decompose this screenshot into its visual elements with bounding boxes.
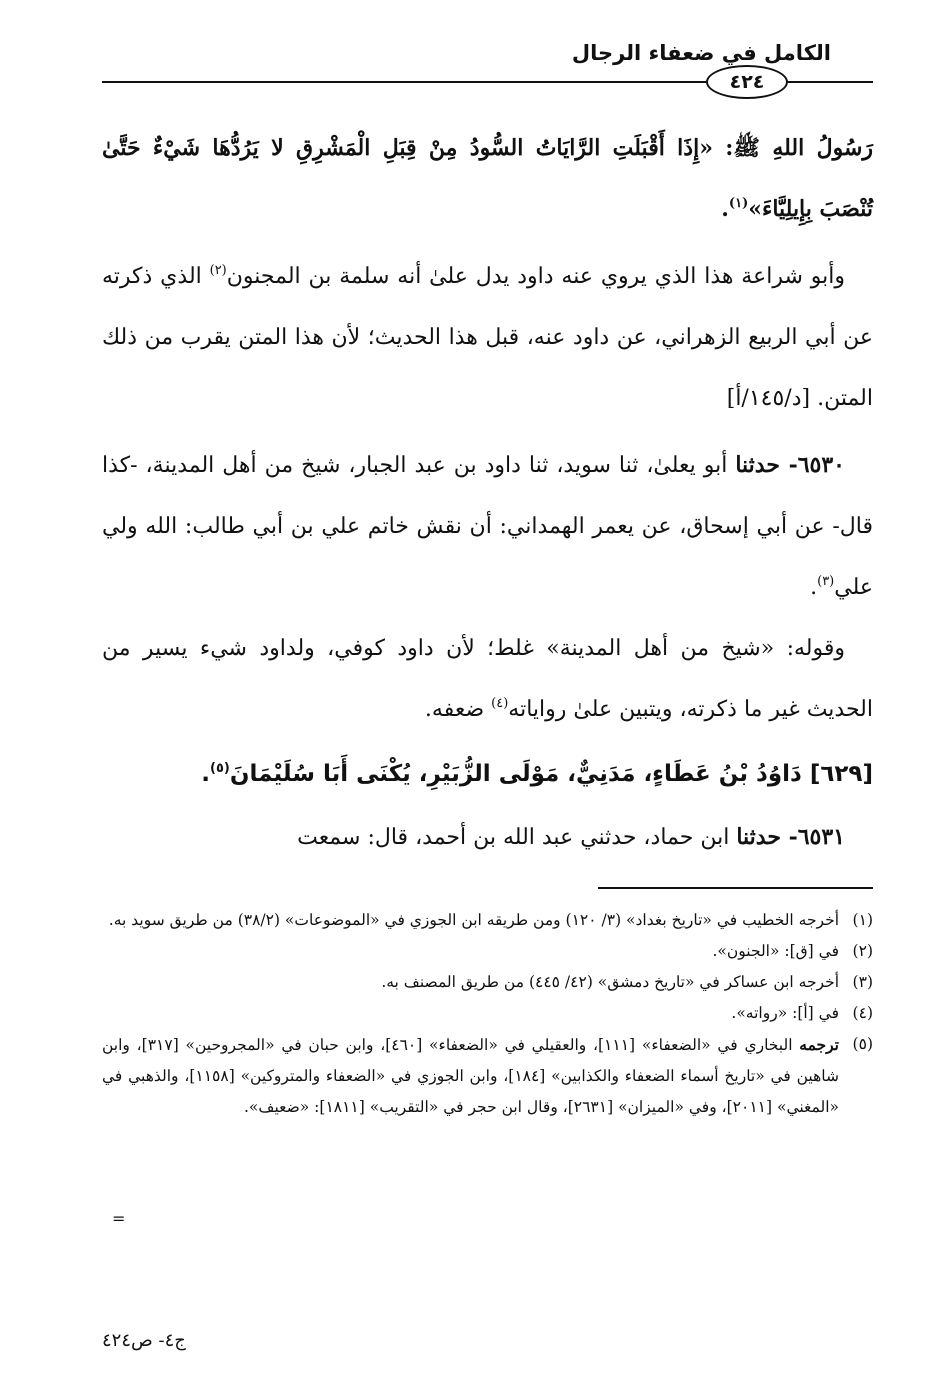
footnote-text: البخاري في «الضعفاء» [١١١]، والعقيلي في «الضعفاء» [٤٦٠]، وابن حبان في «المجروحين» [٣١٧]، وابن شاهين في «تاريخ أسماء الضعفاء والكذابين» [١٨٤]، وابن الجوزي في «الضعفاء والمتروكين» [١١٥٨]، والذهبي في «المغني» [٢٠١١]، وفي «الميزان» [٢٦٣١]، وقال ابن حجر في «التقريب» [١٨١١]: «ضعيف». [102, 1036, 839, 1116]
page-number: ٤٢٤ [706, 65, 788, 99]
hadith-quote: رَسُولُ اللهِ ﷺ: «إِذَا أَقْبَلَتِ الرَّايَاتُ السُّودُ مِنْ قِبَلِ الْمَشْرِقِ لا يَرُدُّهَا شَيْءٌ حَتَّىٰ تُنْصَبَ بِإِيلِيَّاءَ» [102, 135, 873, 222]
footnote-text: أخرجه ابن عساكر في «تاريخ دمشق» (٤٢/ ٤٤٥) من طريق المصنف به. [381, 973, 839, 991]
footnote-1 [102, 905, 873, 936]
footnote-marker: (٥) [852, 1035, 873, 1053]
hadith-6530-text: أبو يعلىٰ، ثنا سويد، ثنا داود بن عبد الجبار، شيخ من أهل المدينة، -كذا قال- عن أبي إسحاق، عن يعمر الهمداني: أن نقش خاتم علي بن أبي طالب: الله ولي علي [102, 453, 873, 600]
commentary-text-a: وأبو شراعة هذا الذي يروي عنه داود يدل علىٰ أنه سلمة بن المجنون [226, 264, 845, 289]
footnote-marker: (٣) [852, 973, 873, 991]
commentary-text-b: الذي ذكرته عن أبي الربيع الزهراني، عن داود عنه، قبل هذا الحديث؛ لأن هذا المتن يقرب من ذلك المتن. [د/١٤٥/أ] [102, 264, 873, 411]
footnote-rule [598, 887, 873, 889]
page-reference: ج٤- ص٤٢٤ [102, 1330, 186, 1351]
footnote-ref-4: (٤) [491, 696, 509, 711]
footnote-text: في [ق]: «الجنون». [712, 942, 839, 960]
hadith-number-6531: ٦٥٣١- حدثنا [736, 824, 845, 850]
footnote-marker: (١) [852, 911, 873, 929]
period: . [810, 575, 818, 600]
period: . [201, 761, 211, 787]
main-text [102, 118, 873, 868]
hadith-6530 [102, 435, 873, 618]
hadith-6531-text: ابن حماد، حدثني عبد الله بن أحمد، قال: سمعت [297, 825, 737, 850]
footnote-4 [102, 998, 873, 1029]
footnote-text: أخرجه الخطيب في «تاريخ بغداد» (٣/ ١٢٠) ومن طريقه ابن الجوزي في «الموضوعات» (٣٨/٢) من طريق سويد به. [108, 911, 839, 929]
footnote-ref-2: (٢) [209, 263, 227, 278]
running-title: الكامل في ضعفاء الرجال [571, 41, 831, 65]
hadith-text [102, 118, 873, 240]
footnote-marker: (٢) [852, 942, 873, 960]
period: . [721, 196, 729, 222]
commentary-2-text-b: ضعفه. [424, 697, 492, 722]
continuation-mark: = [112, 1209, 126, 1228]
commentary-paragraph [102, 246, 873, 429]
footnote-5 [102, 1029, 873, 1123]
commentary-paragraph-2 [102, 618, 873, 740]
footnote-2 [102, 936, 873, 967]
footnote-marker: (٤) [852, 1004, 873, 1022]
footnote-bold-lead: ترجمه [799, 1035, 839, 1054]
hadith-number-6530: ٦٥٣٠- حدثنا [735, 452, 845, 478]
commentary-2-text-a: وقوله: «شيخ من أهل المدينة» غلط؛ لأن داود كوفي، ولداود شيء يسير من الحديث غير ما ذكرته، ويتبين علىٰ رواياته [102, 636, 873, 722]
footnote-ref-5: (٥) [210, 761, 230, 776]
footnotes [102, 905, 873, 1123]
footnote-ref-3: (٣) [817, 574, 835, 589]
footnote-3 [102, 967, 873, 998]
footnote-text: في [أ]: «رواته». [731, 1004, 839, 1022]
hadith-6531 [102, 807, 873, 868]
footnote-ref-1: (١) [728, 196, 749, 211]
entry-heading-629 [102, 744, 873, 805]
entry-heading-text: [٦٢٩] دَاوُدُ بْنُ عَطَاءٍ، مَدَنِيٌّ، مَوْلَى الزُّبَيْرِ، يُكْنَى أَبَا سُلَيْمَانَ [229, 761, 873, 787]
